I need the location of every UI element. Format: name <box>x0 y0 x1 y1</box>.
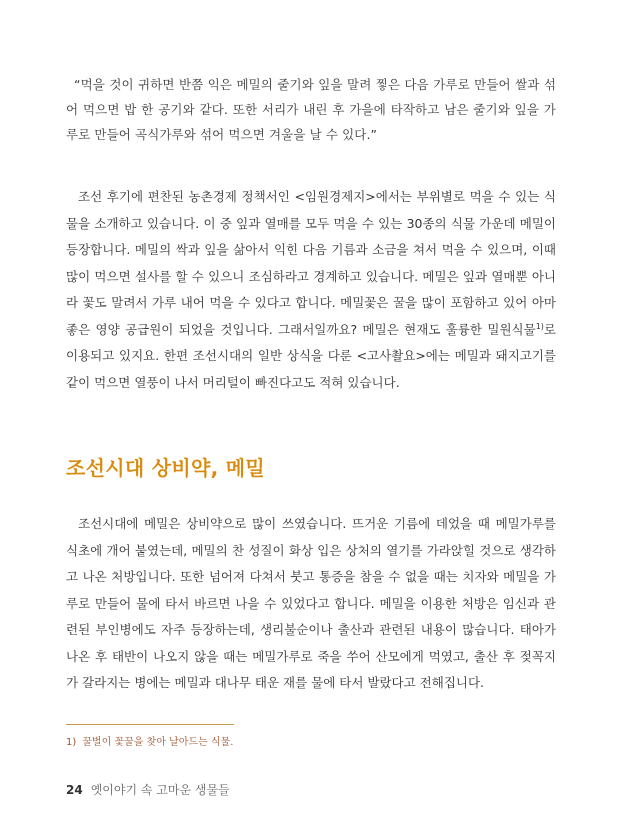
footnote-reference: 1) <box>535 321 544 331</box>
quote-block <box>66 72 556 147</box>
paragraph-1-part-a: 조선 후기에 편찬된 농촌경제 정책서인 <임원경제지>에서는 부위별로 먹을 수 있는 식물을 소개하고 있습니다. 이 중 잎과 열매를 모두 먹을 수 있는 30종의 식물 가운데 메밀이 등장합니다. 메밀의 싹과 잎을 삶아서 익힌 다음 기름과 소금을 쳐서 먹을 수 있으며, 이때 많이 먹으면 설사를 할 수 있으니 조심하라고 경계하고 있습니다. 메밀은 잎과 열매뿐 아니라 꽃도 말려서 가루 내어 먹을 수 있다고 합니다. 메밀꽃은 꿀을 많이 포함하고 있어 아마 좋은 영양 공급원이 되었을 것입니다. 그래서일까요? 메밀은 현재도 훌륭한 밀원식물 <box>66 189 556 337</box>
paragraph-1-text <box>66 184 556 396</box>
paragraph-2 <box>66 511 556 697</box>
paragraph-1-part-b: 로 이용되고 있지요. 한편 조선시대의 일반 상식을 다룬 <고사촬요>에는 메밀과 돼지고기를 같이 먹으면 열풍이 나서 머리털이 빠진다고도 적혀 있습니다. <box>66 321 556 390</box>
footnote <box>66 733 233 748</box>
paragraph-1 <box>66 184 556 396</box>
footnote-text: 꿀벌이 꽃꿀을 찾아 날아드는 식물. <box>82 737 234 748</box>
footnote-number: 1) <box>66 737 77 748</box>
section-heading: 조선시대 상비약, 메밀 <box>66 456 266 480</box>
quote-text: “먹을 것이 귀하면 반쯤 익은 메밀의 줄기와 잎을 말려 찧은 다음 가루로 만들어 쌀과 섞어 먹으면 밥 한 공기와 같다. 또한 서리가 내린 후 가을에 타작하고 남은 줄기와 잎을 가루로 만들어 곡식가루와 섞어 먹으면 겨울을 날 수 있다.” <box>66 77 556 142</box>
running-title: 옛이야기 속 고마운 생물들 <box>90 783 230 797</box>
footnote-divider <box>66 724 234 725</box>
page-number: 24 <box>66 783 83 797</box>
page-footer <box>66 781 230 798</box>
paragraph-2-text: 조선시대에 메밀은 상비약으로 많이 쓰였습니다. 뜨거운 기름에 데었을 때 메밀가루를 식초에 개어 붙였는데, 메밀의 찬 성질이 화상 입은 상처의 열기를 가라앉힐 것으로 생각하고 나온 처방입니다. 또한 넘어져 다쳐서 붓고 통증을 참을 수 없을 때는 치자와 메밀을 가루로 만들어 물에 타서 바르면 나을 수 있었다고 합니다. 메밀을 이용한 처방은 임신과 관련된 부인병에도 자주 등장하는데, 생리불순이나 출산과 관련된 내용이 많습니다. 태아가 나온 후 태반이 나오지 않을 때는 메밀가루로 죽을 쑤어 산모에게 먹였고, 출산 후 젖꼭지가 갈라지는 병에는 메밀과 대나무 태운 재를 물에 타서 발랐다고 전해집니다. <box>66 516 556 690</box>
